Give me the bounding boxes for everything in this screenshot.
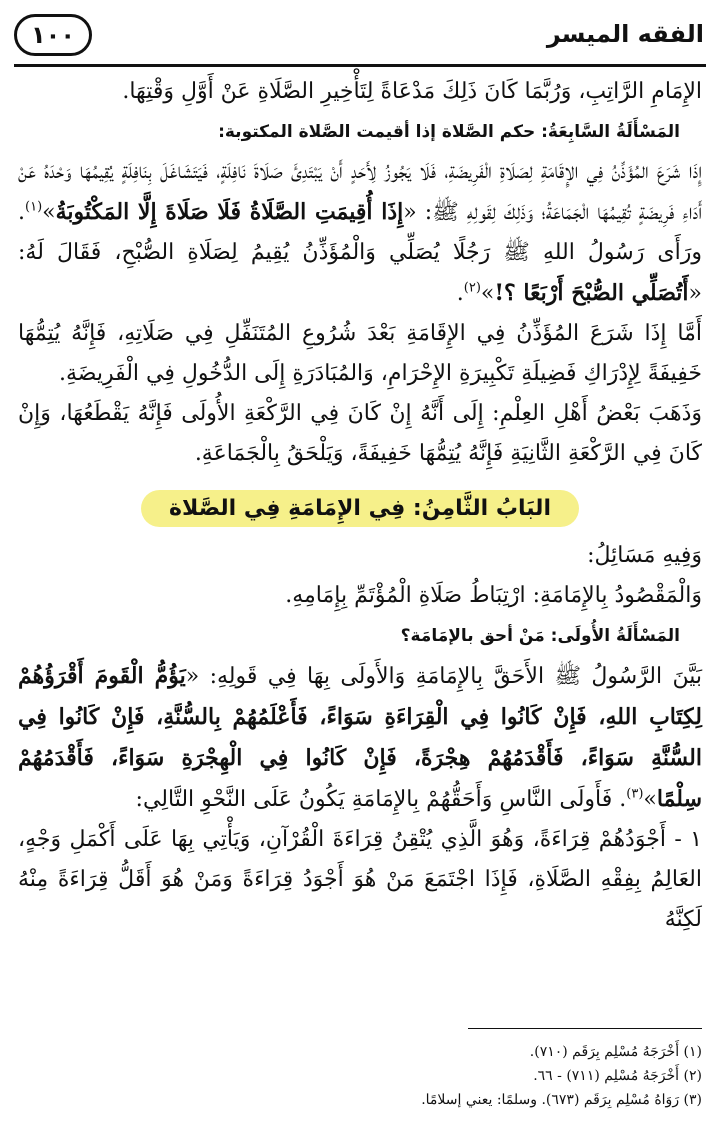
text-run: بَيَّنَ الرَّسُولُ ﷺ الأَحَقَّ بِالإِمَامَةِ وَالأَولَى بِهَا فِي قَولِهِ: « xyxy=(185,664,703,689)
page-header xyxy=(14,14,706,67)
text-run: . فَأَولَى النَّاسِ وَأَحَقُّهُمْ بِالإِمَامَةِ يَكُونُ عَلَى النَّحْوِ التَّالِي: xyxy=(135,787,627,812)
hadith-quote: إِذَا أُقِيمَتِ الصَّلَاةُ فَلَا صَلَاةَ إِلَّا المَكْتُوبَةُ xyxy=(55,199,404,225)
section-heading: المَسْأَلَةُ الأُولَى: مَنْ أحق بالإمَامَة؟ xyxy=(400,626,680,646)
paragraph xyxy=(18,656,702,820)
footnote: (١) أَخْرَجَهُ مُسْلِم بِرَقَم (٧١٠). xyxy=(529,1044,702,1060)
paragraph: الإِمَامِ الرَّاتِبِ، وَرُبَّمَا كَانَ ذَلِكَ مَدْعَاةً لِتَأْخِيرِ الصَّلَاةِ عَنْ أَوَّلِ وَقْتِهَا. xyxy=(122,79,702,104)
chapter-heading: البَابُ الثَّامِنُ: فِي الإِمَامَةِ فِي الصَّلاة xyxy=(141,490,579,527)
text-run: » xyxy=(480,281,495,306)
paragraph: وَفِيهِ مَسَائِلُ: xyxy=(587,543,702,568)
paragraph xyxy=(18,152,702,314)
text-run: إِذَا شَرَعَ المُؤَذِّنُ فِي الإِقَامَةِ لِصَلَاةِ الْفَرِيضَةِ، فَلَا يَجُوزُ لِأَحَدٍ أَنْ يَبْتَدِئَ صَلَاةَ نَافِلَةٍ، فَيَتَشَاغَلَ بِنَافِلَةٍ يُقِيمُهَا وَحْدَهُ عَنْ أَدَاءِ فَرِيضَةٍ تُقِيمُهَا الْجَمَاعَةُ؛ وَذَلِكَ لِقَولِهِ ﷺ: « xyxy=(18,159,702,225)
text-run: » xyxy=(42,200,56,225)
footnote-reference: (٣) xyxy=(626,786,644,802)
paragraph: أَمَّا إِذَا شَرَعَ المُؤَذِّنُ فِي الإِقَامَةِ بَعْدَ شُرُوعِ المُتَنَفِّلِ فِي صَلَاتِهِ، فَإِنَّهُ يُتِمُّهَا خَفِيفَةً لِإِدْرَاكِ فَضِيلَةِ تَكْبِيرَةِ الإِحْرَامِ، وَالمُبَادَرَةِ إِلَى الدُّخُولِ فِي الْفَرِيضَةِ. xyxy=(18,321,702,386)
paragraph: وَذَهَبَ بَعْضُ أَهْلِ العِلْمِ: إِلَى أَنَّهُ إِنْ كَانَ فِي الرَّكْعَةِ الأُولَى فَإِنَّهُ يَقْطَعُهَا، وَإِنْ كَانَ فِي الرَّكْعَةِ الثَّانِيَةِ فَإِنَّهُ يُتِمُّهَا خَفِيفَةً، وَيَلْحَقُ بِالْجَمَاعَةِ. xyxy=(18,401,702,466)
paragraph: وَالْمَقْصُودُ بِالإِمَامَةِ: ارْتِبَاطُ صَلَاةِ الْمُؤْتَمِّ بِإِمَامِهِ. xyxy=(285,583,702,608)
paragraph: ١ - أَجْوَدُهُمْ قِرَاءَةً، وَهُوَ الَّذِي يُتْقِنُ قِرَاءَةَ الْقُرْآنِ، وَيَأْتِي بِهَا عَلَى أَكْمَلِ وَجْهٍ، العَالِمُ بِفِقْهِ الصَّلَاةِ، فَإِذَا اجْتَمَعَ مَنْ هُوَ أَجْوَدُ قِرَاءَةً وَمَنْ هُوَ أَقَلُّ قِرَاءَةً مِنْهُ لَكِنَّهُ xyxy=(18,827,702,932)
footnote-separator xyxy=(468,1028,702,1029)
chapter-heading-wrap xyxy=(18,480,702,536)
hadith-quote: أَتُصَلِّي الصُّبْحَ أَرْبَعًا ؟! xyxy=(494,280,689,306)
section-heading: المَسْأَلَةُ السَّابِعَةُ: حكم الصَّلاة إذا أقيمت الصَّلاة المكتوبة: xyxy=(218,122,680,142)
hadith-quote: يَؤُمُّ الْقَومَ أَقْرَؤُهُمْ لِكِتَابِ اللهِ، فَإِنْ كَانُوا فِي الْقِرَاءَةِ سَوَاءً، فَأَعْلَمُهُمْ بِالسُّنَّةِ، فَإِنْ كَانُوا فِي السُّنَّةِ سَوَاءً، فَأَقْدَمُهُمْ هِجْرَةً، فَإِنْ كَانُوا فِي الْهِجْرَةِ سَوَاءً، فَأَقْدَمُهُمْ سِلْمًا xyxy=(18,663,702,812)
text-run: . xyxy=(456,281,464,306)
footnote: (٣) رَوَاهُ مُسْلِم بِرَقَم (٦٧٣). وسلمًا: يعني إسلامًا. xyxy=(421,1092,702,1108)
footnote-reference: (١) xyxy=(25,199,43,215)
page-number: ١٠٠ xyxy=(14,14,92,56)
footnote-reference: (٢) xyxy=(463,280,481,296)
book-title: الفقه الميسر xyxy=(546,20,704,48)
page-content xyxy=(18,72,702,940)
footnote: (٢) أَخْرَجَهُ مُسْلِم (٧١١) - ٦٦. xyxy=(533,1068,702,1084)
text-run: » xyxy=(643,787,657,812)
text-run: . ورَأَى رَسُولُ اللهِ ﷺ رَجُلًا يُصَلِّي وَالْمُؤَذِّنُ يُقِيمُ لِصَلَاةِ الصُّبْحِ، فَقَالَ لَهُ: « xyxy=(18,200,702,306)
footnotes xyxy=(18,1040,702,1112)
